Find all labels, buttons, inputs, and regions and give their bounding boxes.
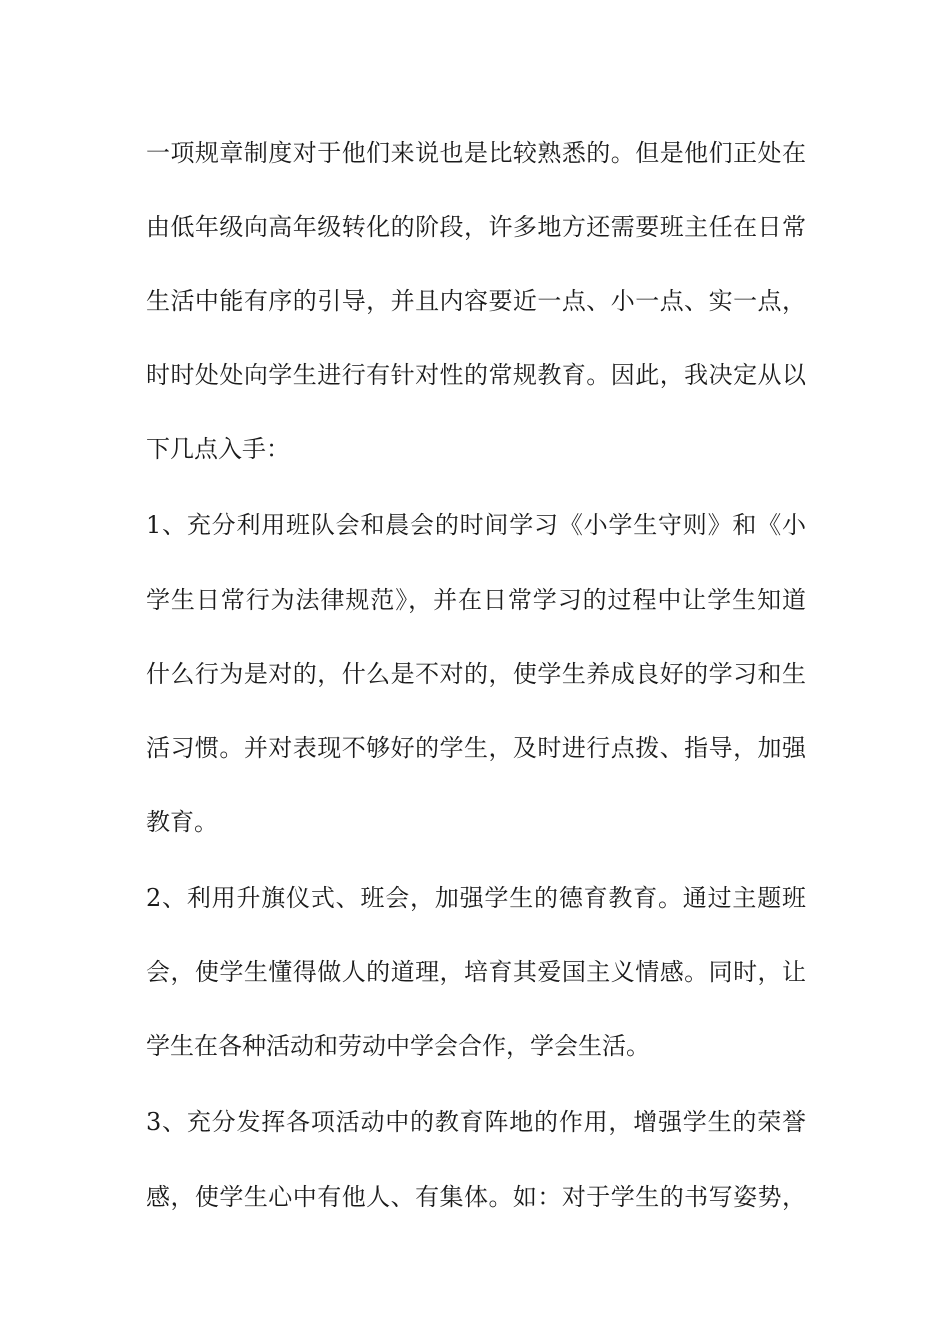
text-line: 教育。 bbox=[146, 808, 218, 836]
text-line: 感，使学生心中有他人、有集体。如：对于学生的书写姿势， bbox=[146, 1183, 806, 1211]
text-line: 活习惯。并对表现不够好的学生，及时进行点拨、指导，加强 bbox=[146, 734, 806, 762]
text-line: 会，使学生懂得做人的道理，培育其爱国主义情感。同时，让 bbox=[146, 958, 806, 986]
text-line: 什么行为是对的，什么是不对的，使学生养成良好的学习和生 bbox=[146, 660, 806, 688]
text-line: 一项规章制度对于他们来说也是比较熟悉的。但是他们正处在 bbox=[146, 139, 806, 167]
text-line: 学生日常行为法律规范》，并在日常学习的过程中让学生知道 bbox=[146, 586, 806, 614]
text-line: 时时处处向学生进行有针对性的常规教育。因此，我决定从以 bbox=[146, 361, 806, 389]
text-line: 3、充分发挥各项活动中的教育阵地的作用，增强学生的荣誉 bbox=[146, 1108, 806, 1136]
text-line: 学生在各种活动和劳动中学会合作，学会生活。 bbox=[146, 1032, 650, 1060]
text-line: 2、利用升旗仪式、班会，加强学生的德育教育。通过主题班 bbox=[146, 884, 806, 912]
text-line: 1、充分利用班队会和晨会的时间学习《小学生守则》和《小 bbox=[146, 511, 806, 539]
text-line: 下几点入手： bbox=[146, 435, 290, 463]
text-line: 生活中能有序的引导，并且内容要近一点、小一点、实一点， bbox=[146, 287, 806, 315]
text-line: 由低年级向高年级转化的阶段，许多地方还需要班主任在日常 bbox=[146, 213, 806, 241]
